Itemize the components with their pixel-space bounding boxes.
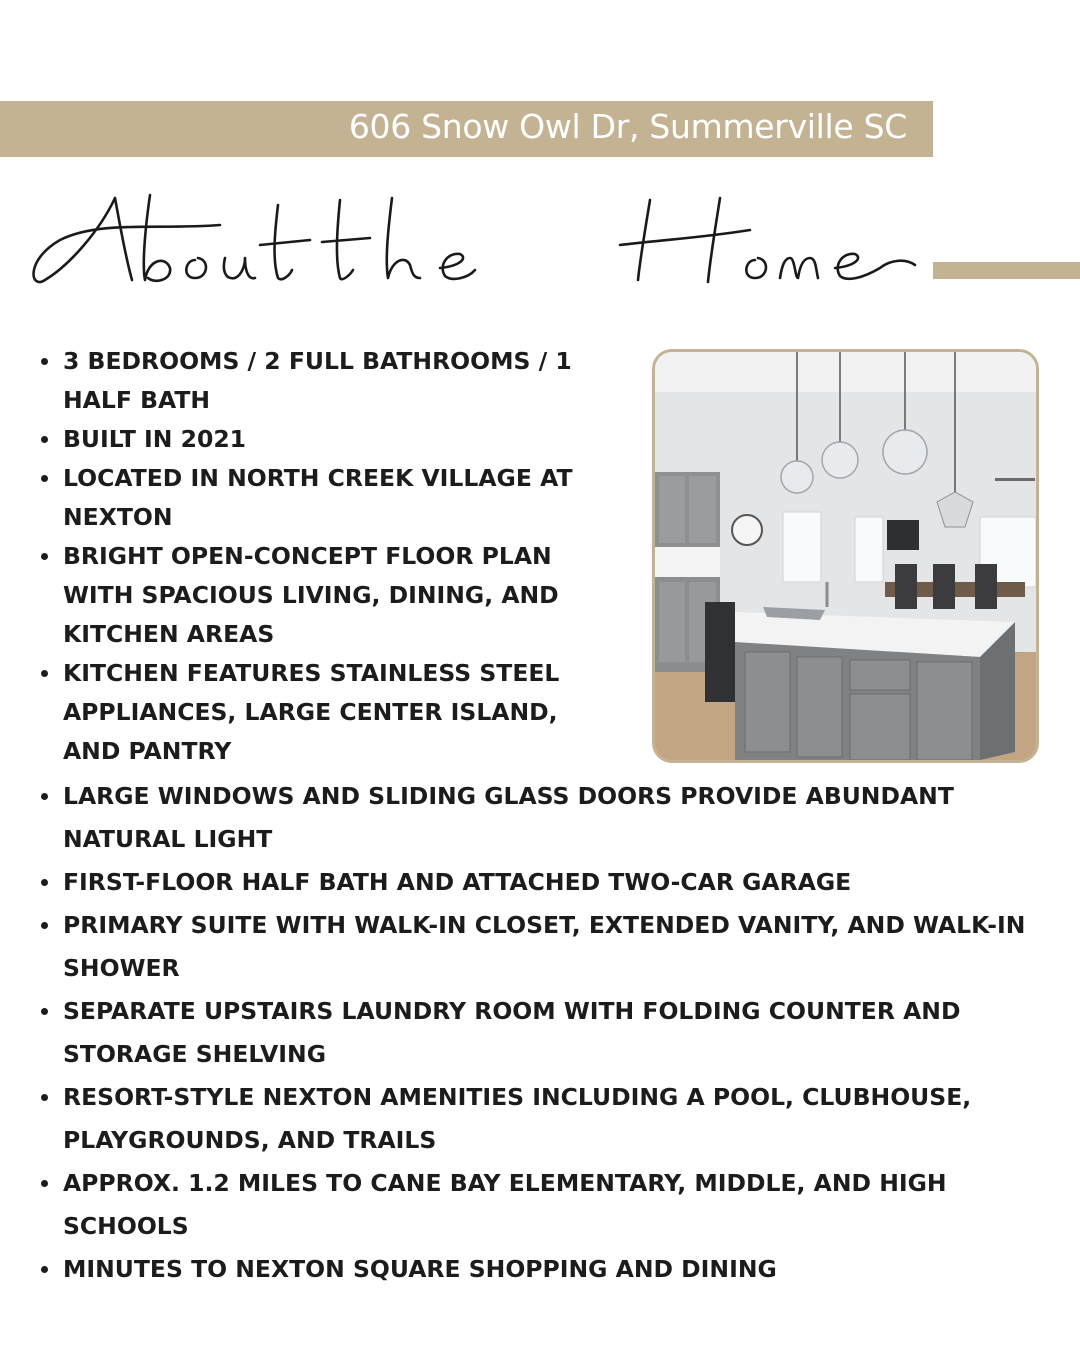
list-item: BUILT IN 2021 (38, 420, 623, 459)
list-item: RESORT-STYLE NEXTON AMENITIES INCLUDING A POOL, CLUBHOUSE, PLAYGROUNDS, AND TRAILS (38, 1076, 1038, 1162)
about-the-home-script-heading (20, 170, 920, 310)
list-item: 3 BEDROOMS / 2 FULL BATHROOMS / 1 HALF BATH (38, 342, 623, 420)
list-item: BRIGHT OPEN-CONCEPT FLOOR PLAN WITH SPACIOUS LIVING, DINING, AND KITCHEN AREAS (38, 537, 623, 654)
list-item: PRIMARY SUITE WITH WALK-IN CLOSET, EXTENDED VANITY, AND WALK-IN SHOWER (38, 904, 1038, 990)
kitchen-photo (652, 349, 1039, 763)
address-banner (0, 101, 933, 157)
address-text: 606 Snow Owl Dr, Summerville SC (348, 107, 907, 146)
list-item: KITCHEN FEATURES STAINLESS STEEL APPLIANCES, LARGE CENTER ISLAND, AND PANTRY (38, 654, 623, 771)
list-item: APPROX. 1.2 MILES TO CANE BAY ELEMENTARY, MIDDLE, AND HIGH SCHOOLS (38, 1162, 1038, 1248)
list-item: FIRST-FLOOR HALF BATH AND ATTACHED TWO-CAR GARAGE (38, 861, 1038, 904)
list-item: SEPARATE UPSTAIRS LAUNDRY ROOM WITH FOLDING COUNTER AND STORAGE SHELVING (38, 990, 1038, 1076)
list-item: LOCATED IN NORTH CREEK VILLAGE AT NEXTON (38, 459, 623, 537)
list-item: LARGE WINDOWS AND SLIDING GLASS DOORS PROVIDE ABUNDANT NATURAL LIGHT (38, 775, 1038, 861)
list-item: MINUTES TO NEXTON SQUARE SHOPPING AND DINING (38, 1248, 1038, 1291)
heading-accent-line (933, 262, 1080, 279)
